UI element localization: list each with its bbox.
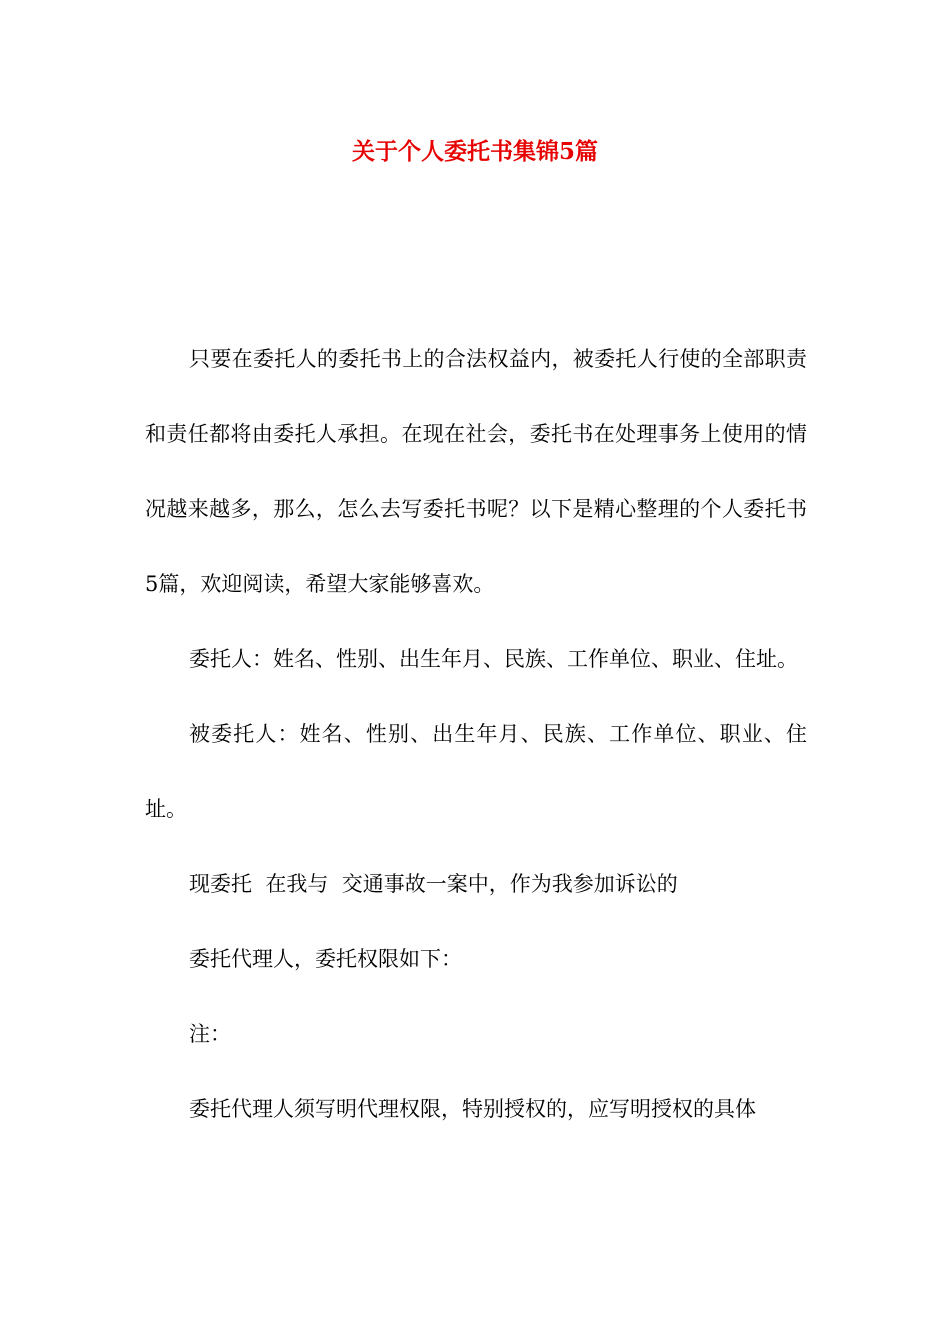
entrust-statement-line: 现委托 在我与 交通事故一案中，作为我参加诉讼的 bbox=[189, 872, 678, 896]
note-content-line: 委托代理人须写明代理权限，特别授权的，应写明授权的具体 bbox=[189, 1097, 756, 1121]
authority-line: 委托代理人，委托权限如下： bbox=[189, 947, 462, 971]
principal-info-paragraph: 委托人：姓名、性别、出生年月、民族、工作单位、职业、住址。 bbox=[189, 647, 798, 671]
document-body bbox=[145, 322, 807, 1147]
intro-paragraph: 只要在委托人的委托书上的合法权益内，被委托人行使的全部职责和责任都将由委托人承担。在现在社会，委托书在处理事务上使用的情况越来越多，那么，怎么去写委托书呢？以下是精心整理的个人委托书5篇，欢迎阅读，希望大家能够喜欢。 bbox=[145, 347, 807, 596]
document-title: 关于个人委托书集锦5篇 bbox=[351, 138, 598, 165]
note-label: 注： bbox=[189, 1022, 231, 1046]
agent-info-paragraph: 被委托人：姓名、性别、出生年月、民族、工作单位、职业、住址。 bbox=[145, 722, 807, 821]
